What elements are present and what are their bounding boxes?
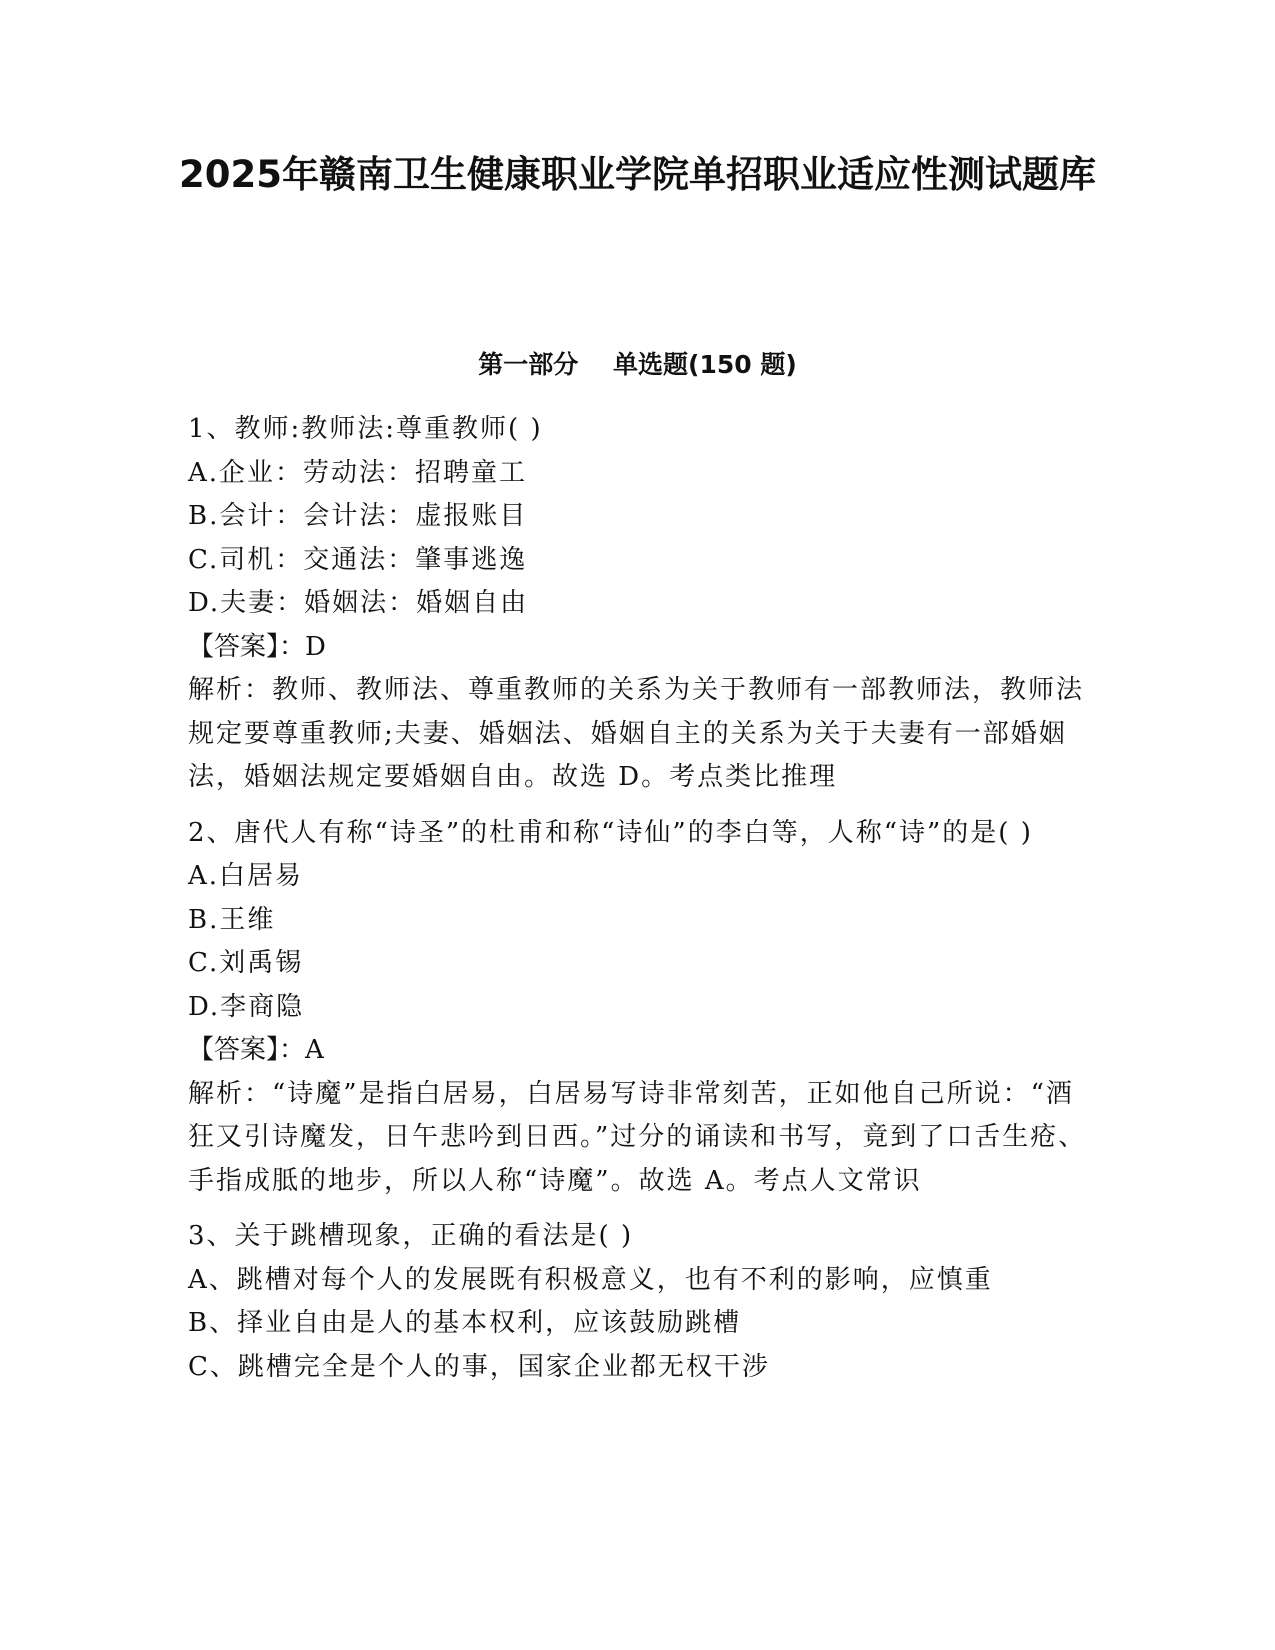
option-a: A.白居易 [188, 861, 304, 891]
option-d: D.李商隐 [188, 991, 305, 1022]
question-list [188, 408, 1088, 1389]
option-c: C、跳槽完全是个人的事，国家企业都无权干涉 [188, 1351, 770, 1382]
option-b: B.王维 [188, 904, 276, 935]
question-item [188, 812, 1088, 1204]
question-stem: 3、关于跳槽现象，正确的看法是( ) [188, 1221, 634, 1251]
question-item [188, 408, 1088, 800]
option-a: A、跳槽对每个人的发展既有积极意义，也有不利的影响，应慎重 [188, 1264, 993, 1295]
question-stem: 1、教师:教师法:尊重教师( ) [188, 414, 543, 444]
option-b: B.会计：会计法：虚报账目 [188, 501, 528, 531]
option-c: C.司机：交通法：肇事逃逸 [188, 544, 528, 575]
analysis-text: 解析：“诗魔”是指白居易，白居易写诗非常刻苦，正如他自己所说：“酒狂又引诗魔发，日午悲吟到日西。”过分的诵读和书写，竟到了口舌生疮、手指成胝的地步，所以人称“诗魔”。故选 A。考点人文常识 [188, 1078, 1087, 1196]
option-c: C.刘禹锡 [188, 948, 304, 978]
answer-line: 【答案】：A [188, 1035, 324, 1065]
section-heading: 第一部分 单选题(150 题) [478, 350, 797, 379]
analysis-text: 解析：教师、教师法、尊重教师的关系为关于教师有一部教师法，教师法规定要尊重教师;夫妻、婚姻法、婚姻自主的关系为关于夫妻有一部婚姻法，婚姻法规定要婚姻自由。故选 D。考点类比推理 [188, 675, 1085, 792]
question-item [188, 1215, 1088, 1389]
option-d: D.夫妻：婚姻法：婚姻自由 [188, 588, 529, 618]
question-stem: 2、唐代人有称“诗圣”的杜甫和称“诗仙”的李白等，人称“诗”的是( ) [188, 817, 1033, 848]
answer-line: 【答案】：D [188, 631, 326, 662]
option-a: A.企业：劳动法：招聘童工 [188, 457, 528, 488]
document-title: 2025年赣南卫生健康职业学院单招职业适应性测试题库 [179, 153, 1096, 196]
option-b: B、择业自由是人的基本权利，应该鼓励跳槽 [188, 1308, 742, 1338]
